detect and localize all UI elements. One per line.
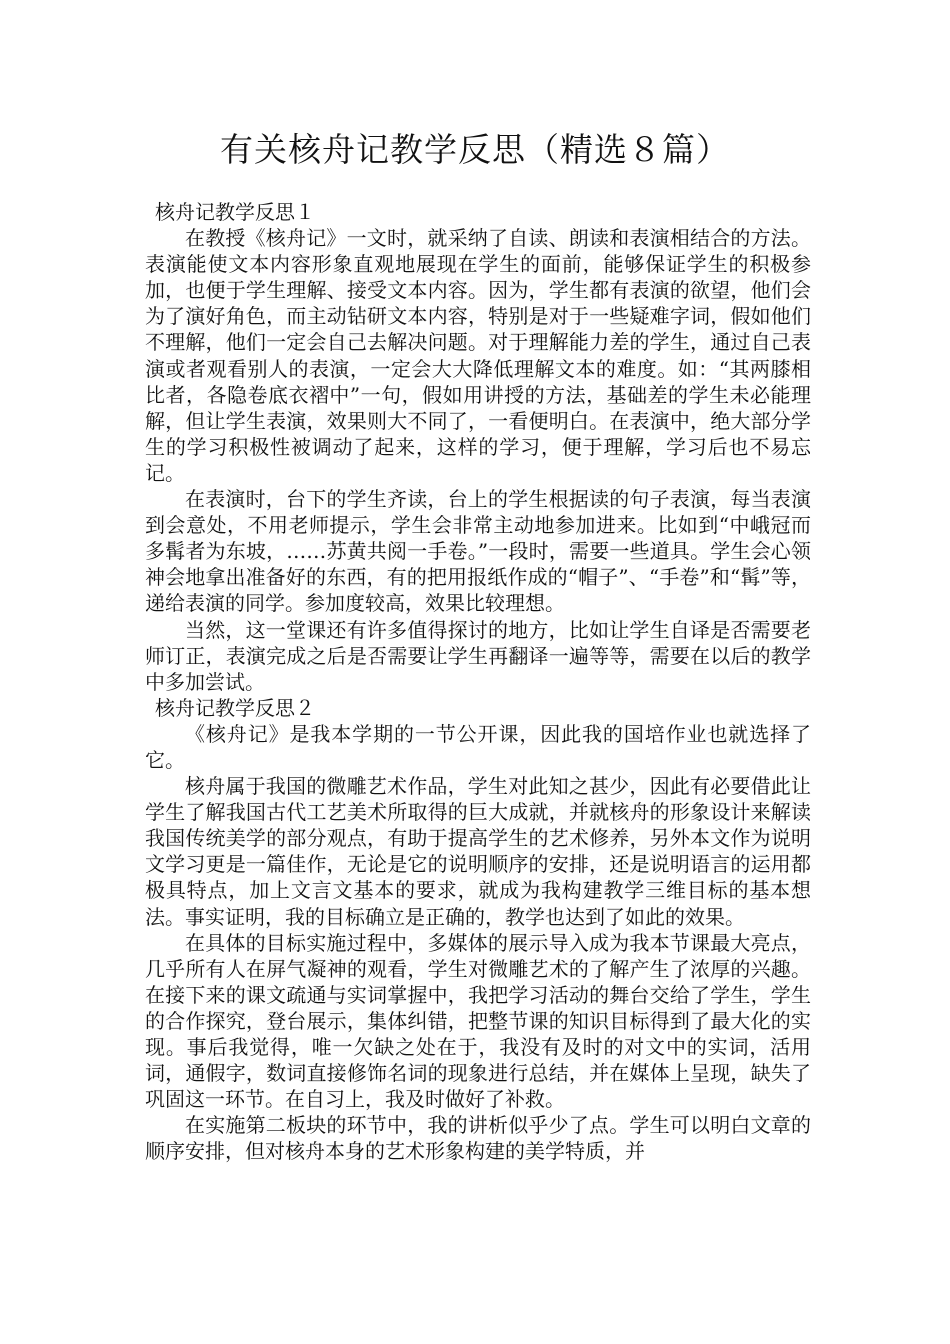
document-title: 有关核舟记教学反思（精选８篇） xyxy=(220,130,730,169)
section-heading: 核舟记教学反思１ xyxy=(155,200,315,224)
paragraph: 在实施第二板块的环节中，我的讲析似乎少了点。学生可以明白文章的顺序安排，但对核舟本身的艺术形象构建的美学特质，并 xyxy=(145,1113,811,1164)
paragraph: 在具体的目标实施过程中，多媒体的展示导入成为我本节课最大亮点，几乎所有人在屏气凝神的观看，学生对微雕艺术的了解产生了浓厚的兴趣。在接下来的课文疏通与实词掌握中，我把学习活动的舞台交给了学生，学生的合作探究，登台展示，集体纠错，把整节课的知识目标得到了最大化的实现。事后我觉得，唯一欠缺之处在于，我没有及时的对文中的实词，活用词，通假字，数词直接修饰名词的现象进行总结，并在媒体上呈现，缺失了巩固这一环节。在自习上，我及时做好了补救。 xyxy=(145,930,811,1112)
paragraph: 核舟属于我国的微雕艺术作品，学生对此知之甚少，因此有必要借此让学生了解我国古代工艺美术所取得的巨大成就，并就核舟的形象设计来解读我国传统美学的部分观点，有助于提高学生的艺术修养，另外本文作为说明文学习更是一篇佳作，无论是它的说明顺序的安排，还是说明语言的运用都极具特点，加上文言文基本的要求，就成为我构建教学三维目标的基本想法。事实证明，我的目标确立是正确的，教学也达到了如此的效果。 xyxy=(145,774,811,929)
paragraph: 在表演时，台下的学生齐读，台上的学生根据读的句子表演，每当表演到会意处，不用老师提示，学生会非常主动地参加进来。比如到“中峨冠而多髯者为东坡，……苏黄共阅一手卷。”一段时，需要一些道具。学生会心领神会地拿出准备好的东西，有的把用报纸作成的“帽子”、“手卷”和“髯”等，递给表演的同学。参加度较高，效果比较理想。 xyxy=(145,487,811,616)
section-heading: 核舟记教学反思２ xyxy=(155,695,315,720)
paragraph: 当然，这一堂课还有许多值得探讨的地方，比如让学生自译是否需要老师订正，表演完成之后是否需要让学生再翻译一遍等等，需要在以后的教学中多加尝试。 xyxy=(145,617,811,694)
document-body xyxy=(145,199,811,1164)
paragraph: 在教授《核舟记》一文时，就采纳了自读、朗读和表演相结合的方法。表演能使文本内容形象直观地展现在学生的面前，能够保证学生的积极参加，也便于学生理解、接受文本内容。因为，学生都有表演的欲望，他们会为了演好角色，而主动钻研文本内容，特别是对于一些疑难字词，假如他们不理解，他们一定会自己去解决问题。对于理解能力差的学生，通过自己表演或者观看别人的表演，一定会大大降低理解文本的难度。如：“其两膝相比者，各隐卷底衣褶中”一句，假如用讲授的方法，基础差的学生未必能理解，但让学生表演，效果则大不同了，一看便明白。在表演中，绝大部分学生的学习积极性被调动了起来，这样的学习，便于理解，学习后也不易忘记。 xyxy=(145,226,811,485)
paragraph: 《核舟记》是我本学期的一节公开课，因此我的国培作业也就选择了它。 xyxy=(145,721,811,772)
